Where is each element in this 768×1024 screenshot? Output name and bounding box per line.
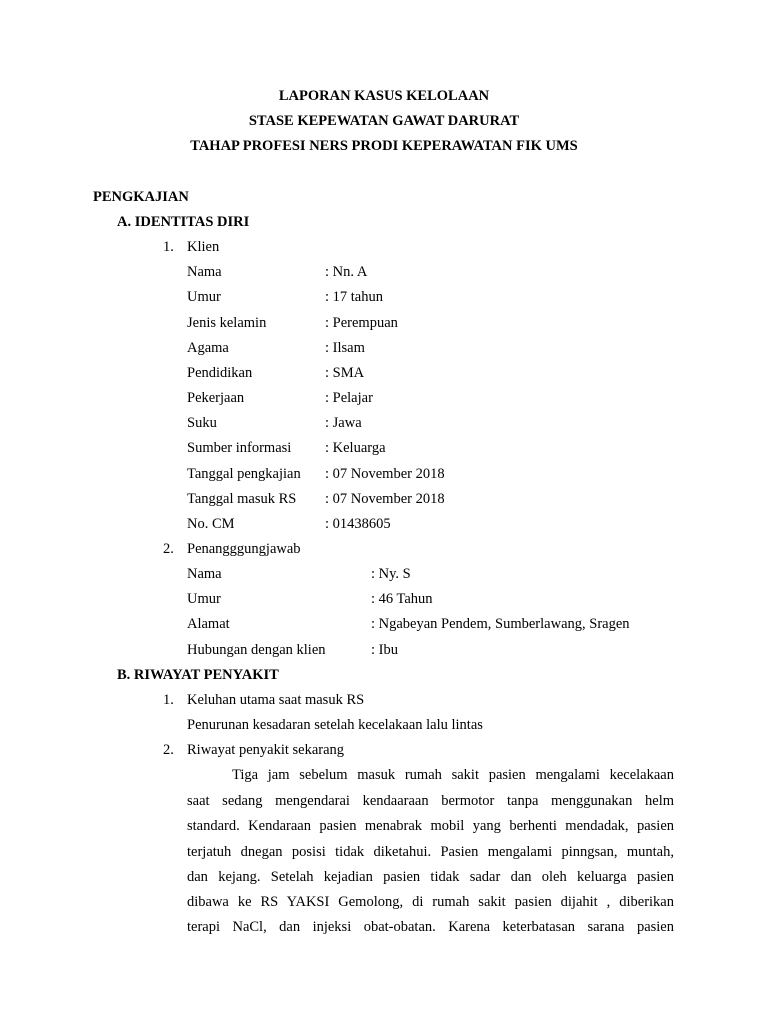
field-value: : Nn. A xyxy=(325,264,368,280)
field-value: : 17 tahun xyxy=(325,289,383,305)
paragraph-line: standard. Kendaraan pasien menabrak mobil yang berhenti mendadak, pasien xyxy=(187,818,674,834)
field-value: : 07 November 2018 xyxy=(325,466,445,482)
paragraph-line: terjatuh dnegan posisi tidak diketahui. Pasien mengalami pinngsan, muntah, xyxy=(187,844,674,860)
field-value: : Pelajar xyxy=(325,390,373,406)
list-number-klien: 1. xyxy=(163,239,174,255)
field-label: Nama xyxy=(187,264,222,280)
field-value: : Perempuan xyxy=(325,315,398,331)
field-value: : Jawa xyxy=(325,415,362,431)
paragraph-line: Tiga jam sebelum masuk rumah sakit pasien mengalami kecelakaan xyxy=(232,767,674,783)
field-label: Tanggal pengkajian xyxy=(187,466,301,482)
field-value: : SMA xyxy=(325,365,365,381)
section-heading-pengkajian: PENGKAJIAN xyxy=(93,189,189,205)
list-number-riwayat-sekarang: 2. xyxy=(163,742,174,758)
field-label: Pekerjaan xyxy=(187,390,245,406)
field-label: Umur xyxy=(187,591,221,607)
field-value: : 07 November 2018 xyxy=(325,491,445,507)
paragraph-line: terapi NaCl, dan injeksi obat-obatan. Karena keterbatasan sarana pasien xyxy=(187,919,674,935)
report-title-line-3: TAHAP PROFESI NERS PRODI KEPERAWATAN FIK UMS xyxy=(190,138,578,154)
field-label: Jenis kelamin xyxy=(187,315,267,331)
list-number-keluhan: 1. xyxy=(163,692,174,708)
field-value: : 46 Tahun xyxy=(371,591,433,607)
field-label: Pendidikan xyxy=(187,365,253,381)
list-title-keluhan: Keluhan utama saat masuk RS xyxy=(187,692,365,708)
field-value: : Ngabeyan Pendem, Sumberlawang, Sragen xyxy=(371,616,630,632)
field-label: Tanggal masuk RS xyxy=(187,491,297,507)
list-title-klien: Klien xyxy=(187,239,220,255)
subsection-heading-identitas: A. IDENTITAS DIRI xyxy=(117,214,250,230)
field-label: Umur xyxy=(187,289,221,305)
field-label: Alamat xyxy=(187,616,230,632)
field-label: Agama xyxy=(187,340,229,356)
field-value: : Ibu xyxy=(371,642,398,658)
report-title-line-1: LAPORAN KASUS KELOLAAN xyxy=(278,88,490,104)
field-label: Suku xyxy=(187,415,217,431)
list-title-riwayat-sekarang: Riwayat penyakit sekarang xyxy=(187,742,345,758)
list-number-penanggungjawab: 2. xyxy=(163,541,174,557)
field-label: No. CM xyxy=(187,516,235,532)
field-label: Sumber informasi xyxy=(187,440,292,456)
keluhan-text: Penurunan kesadaran setelah kecelakaan lalu lintas xyxy=(187,717,483,733)
field-value: : Ny. S xyxy=(371,566,411,582)
paragraph-line: dan kejang. Setelah kejadian pasien tidak sadar dan oleh keluarga pasien xyxy=(187,869,674,885)
field-value: : Keluarga xyxy=(325,440,386,456)
paragraph-line: dibawa ke RS YAKSI Gemolong, di rumah sakit pasien dijahit , diberikan xyxy=(187,894,674,910)
list-title-penanggungjawab: Penangggungjawab xyxy=(187,541,301,557)
report-title-line-2: STASE KEPEWATAN GAWAT DARURAT xyxy=(248,113,520,129)
field-value: : Ilsam xyxy=(325,340,365,356)
field-label: Nama xyxy=(187,566,222,582)
field-value: : 01438605 xyxy=(325,516,391,532)
subsection-heading-riwayat: B. RIWAYAT PENYAKIT xyxy=(117,667,279,683)
field-label: Hubungan dengan klien xyxy=(187,642,326,658)
paragraph-line: saat sedang mengendarai kendaaraan bermotor tanpa menggunakan helm xyxy=(187,793,674,809)
